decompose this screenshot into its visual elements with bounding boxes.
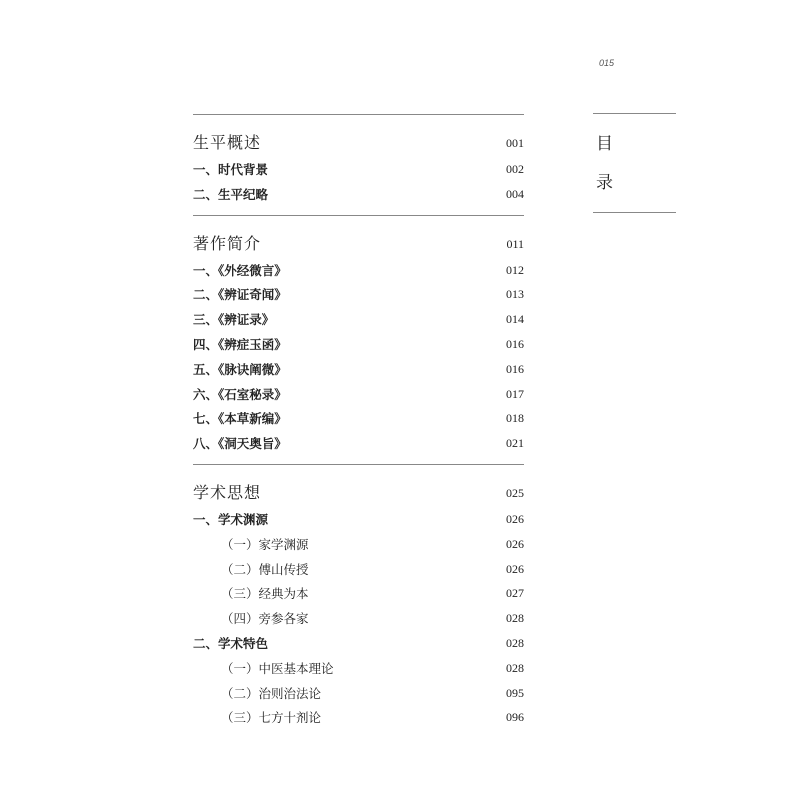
- section-heading-text: 学术思想: [193, 482, 262, 502]
- section-spacer: [193, 216, 524, 230]
- entry-title: 二、学术特色: [193, 635, 269, 651]
- section-spacer: [193, 207, 524, 215]
- section-heading-page: 025: [506, 485, 524, 500]
- toc-subentry[interactable]: [193, 581, 524, 606]
- section-spacer: [193, 465, 524, 479]
- entry-page: 026: [506, 561, 524, 576]
- toc-entry[interactable]: [193, 182, 524, 207]
- section-heading-text: 著作简介: [193, 233, 262, 253]
- entry-title: 二、《辨证奇闻》: [193, 287, 287, 303]
- side-title-char-2: 录: [596, 173, 613, 193]
- entry-title: 一、时代背景: [193, 162, 269, 177]
- entry-page: 002: [506, 162, 524, 176]
- entry-page: 018: [506, 411, 524, 426]
- entry-page: 026: [506, 536, 524, 551]
- toc-entry[interactable]: [193, 157, 524, 182]
- section-spacer: [193, 115, 524, 129]
- section-heading-text: 生平概述: [193, 133, 262, 152]
- entry-page: 017: [506, 386, 524, 401]
- entry-page: 095: [506, 685, 524, 700]
- toc-entry[interactable]: [193, 507, 524, 532]
- entry-page: 016: [506, 361, 524, 376]
- toc-entry[interactable]: [193, 631, 524, 656]
- entry-title: （二）治则治法论: [221, 685, 322, 701]
- entry-page: 027: [506, 586, 524, 601]
- side-title-top-rule: [593, 113, 676, 114]
- entry-page: 004: [506, 186, 524, 201]
- entry-page: 014: [506, 312, 524, 327]
- toc-subentry[interactable]: [193, 557, 524, 582]
- entry-title: （四）旁参各家: [221, 611, 309, 627]
- entry-page: 012: [506, 262, 524, 277]
- toc-entry[interactable]: [193, 307, 524, 332]
- toc-entry[interactable]: [193, 382, 524, 407]
- entry-title: （一）中医基本理论: [221, 660, 334, 676]
- entry-page: 028: [506, 635, 524, 650]
- toc-subentry[interactable]: [193, 681, 524, 706]
- toc-entry[interactable]: [193, 282, 524, 307]
- page-number: 015: [599, 58, 615, 68]
- section-heading[interactable]: [193, 129, 524, 157]
- section-heading[interactable]: [193, 479, 524, 507]
- entry-title: （三）经典为本: [221, 586, 309, 602]
- toc-entry[interactable]: [193, 406, 524, 431]
- section-heading-page: 011: [506, 236, 524, 251]
- section-spacer: [193, 456, 524, 464]
- entry-page: 013: [506, 287, 524, 302]
- entry-title: 一、《外经微言》: [193, 262, 287, 278]
- table-of-contents: [193, 114, 524, 730]
- toc-subentry[interactable]: [193, 606, 524, 631]
- entry-page: 028: [506, 611, 524, 626]
- toc-side-title: [593, 113, 676, 213]
- entry-title: 八、《洞天奥旨》: [193, 436, 287, 452]
- section-heading-page: 001: [506, 136, 524, 150]
- entry-title: 三、《辨证录》: [193, 312, 275, 328]
- toc-subentry[interactable]: [193, 532, 524, 557]
- entry-title: 二、生平纪略: [193, 186, 269, 202]
- entry-page: 016: [506, 336, 524, 351]
- entry-title: （一）家学渊源: [221, 536, 309, 552]
- entry-title: 四、《辨症玉函》: [193, 336, 287, 352]
- side-title-bottom-rule: [593, 212, 676, 213]
- entry-title: 五、《脉诀阐微》: [193, 361, 287, 377]
- toc-entry[interactable]: [193, 258, 524, 283]
- entry-page: 028: [506, 660, 524, 675]
- entry-page: 026: [506, 511, 524, 526]
- entry-page: 096: [506, 710, 524, 725]
- entry-title: （二）傅山传授: [221, 561, 309, 577]
- toc-subentry[interactable]: [193, 656, 524, 681]
- side-title-char-1: 目: [596, 134, 613, 154]
- toc-entry[interactable]: [193, 357, 524, 382]
- toc-subentry[interactable]: [193, 705, 524, 730]
- entry-title: 六、《石室秘录》: [193, 386, 287, 402]
- toc-entry[interactable]: [193, 332, 524, 357]
- section-heading[interactable]: [193, 230, 524, 258]
- entry-title: 七、《本草新编》: [193, 411, 287, 427]
- entry-page: 021: [506, 436, 524, 451]
- entry-title: （三）七方十剂论: [221, 710, 322, 726]
- entry-title: 一、学术渊源: [193, 511, 269, 527]
- toc-entry[interactable]: [193, 431, 524, 456]
